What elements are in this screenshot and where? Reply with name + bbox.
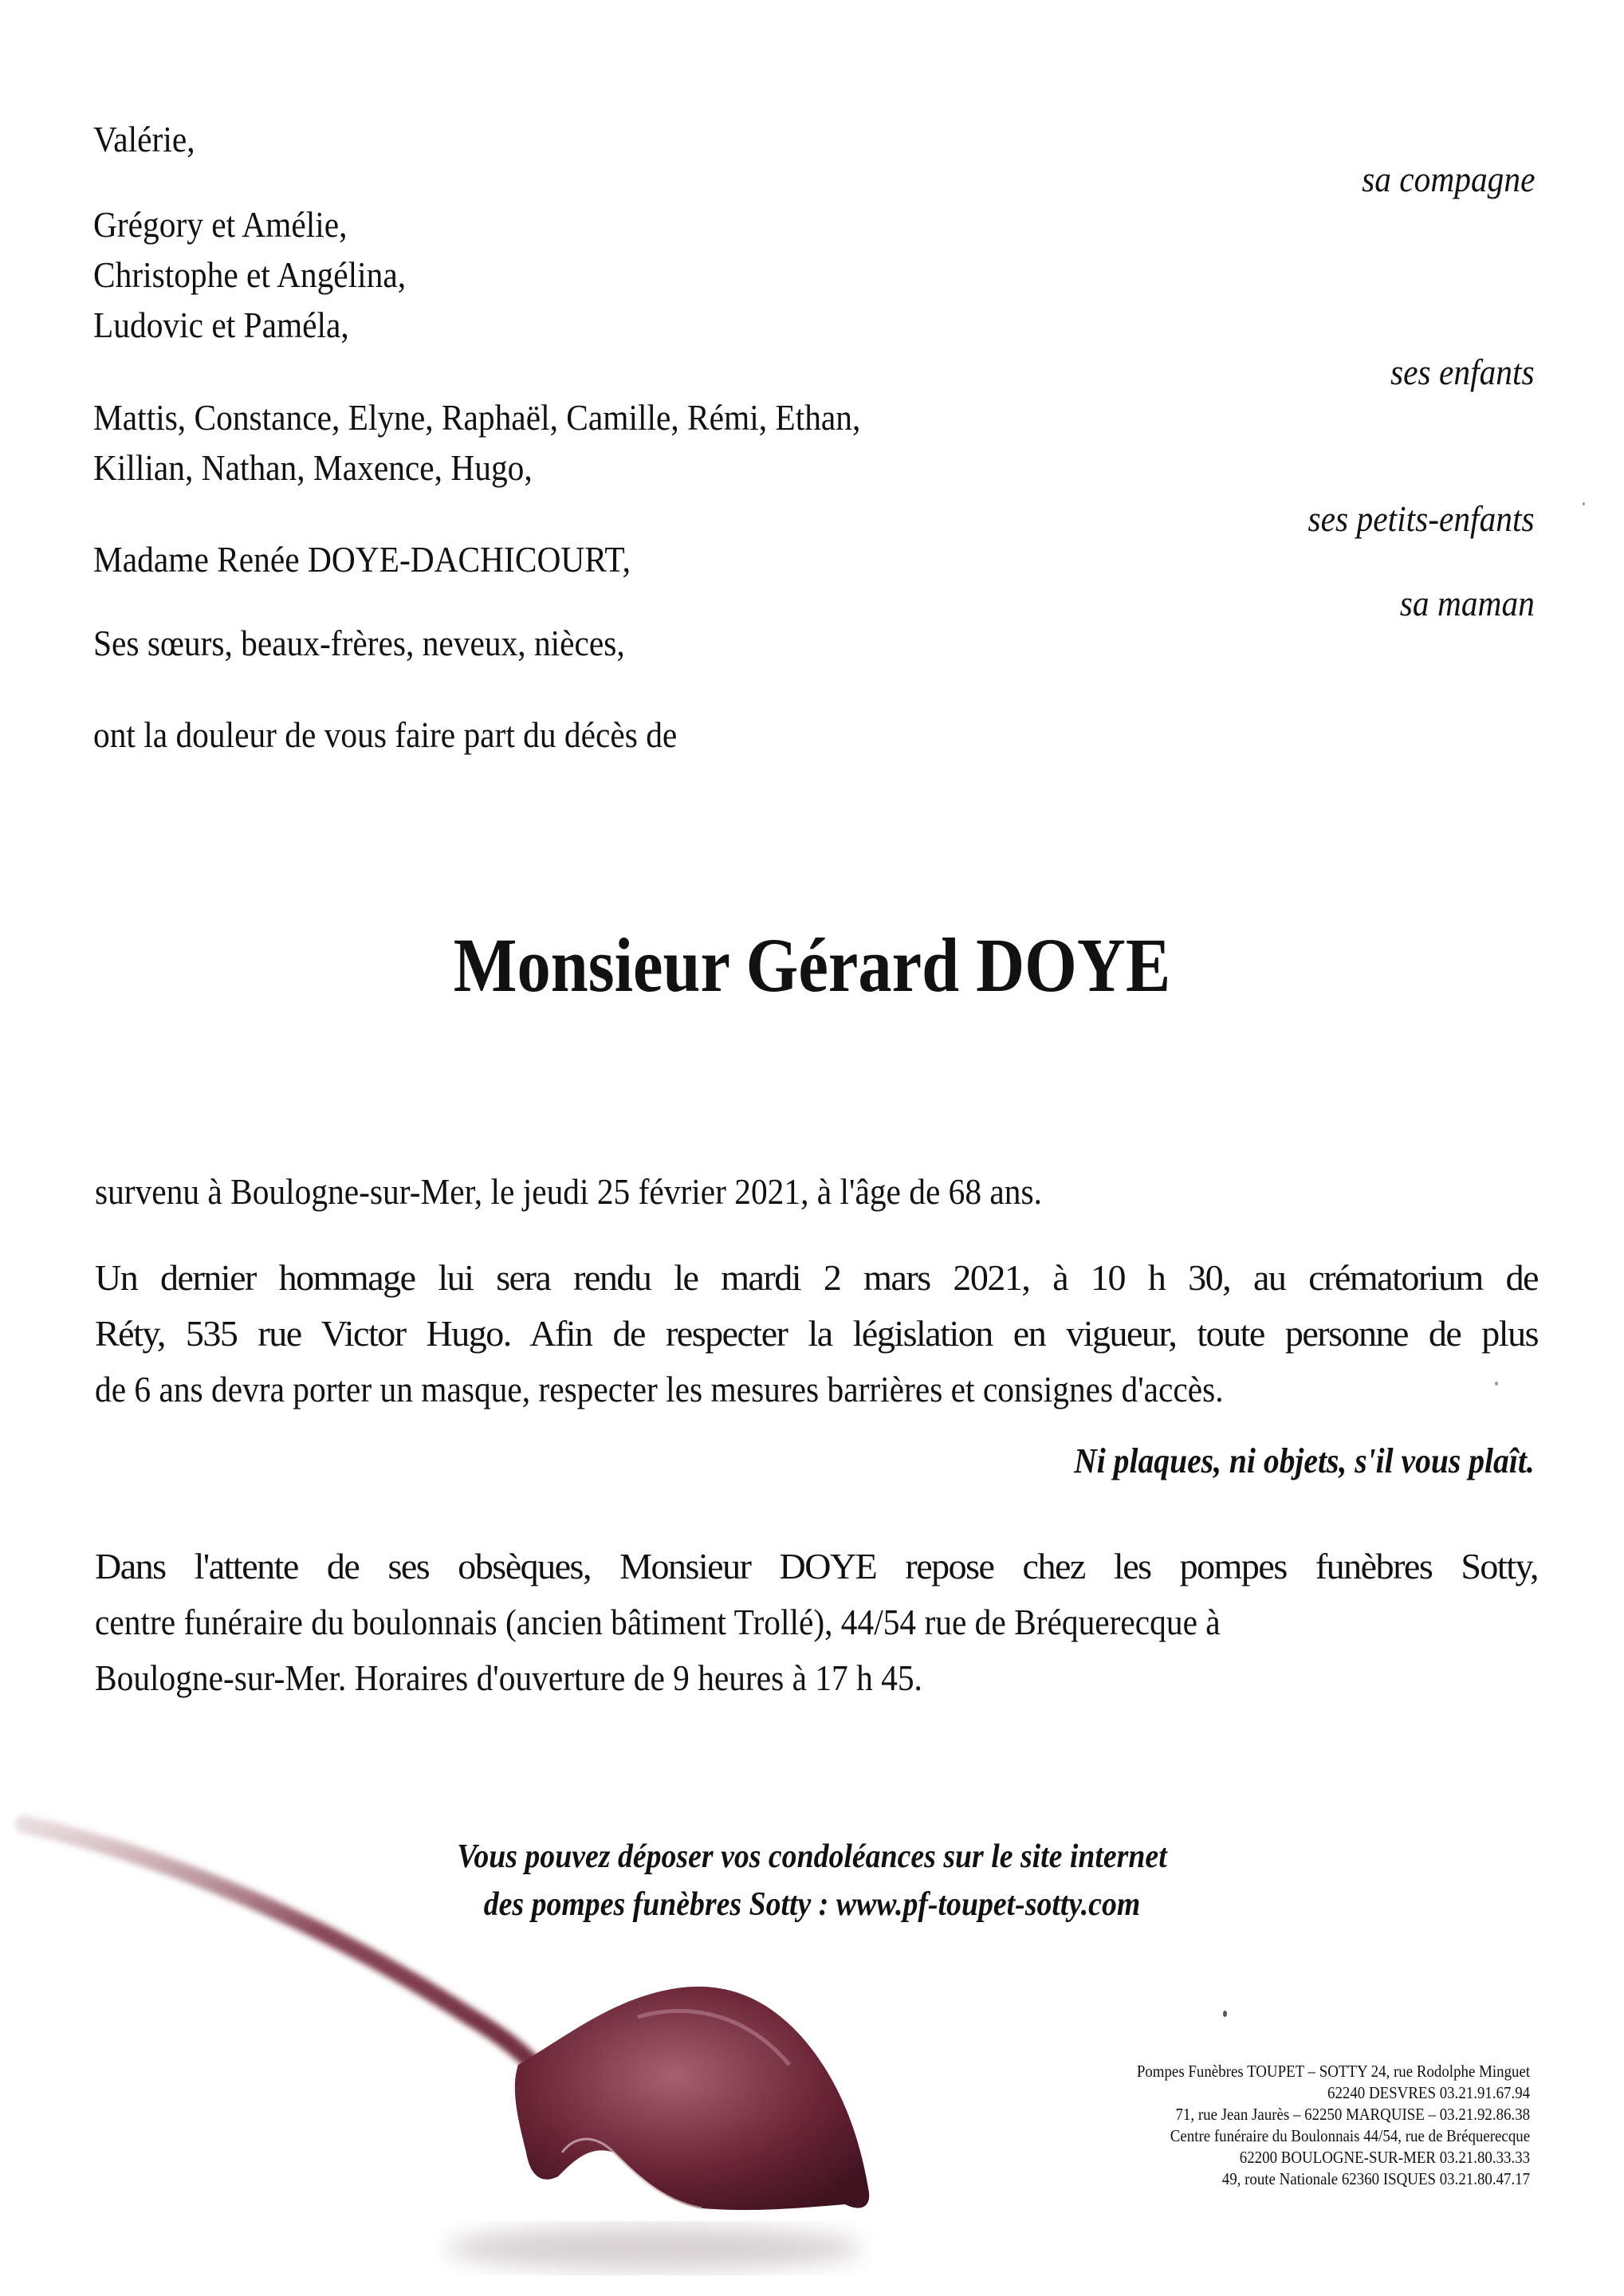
contact-line: 62240 DESVRES 03.21.91.67.94 [1327, 2083, 1530, 2102]
family-line-siblings: Ses sœurs, beaux-frères, neveux, nièces, [93, 623, 625, 663]
condolences-line-2: des pompes funèbres Sotty : www.pf-toupet-sotty.com [483, 1886, 1141, 1923]
family-line-children-1: Grégory et Amélie, [93, 204, 348, 245]
contact-line: Pompes Funèbres TOUPET – SOTTY 24, rue Rodolphe Minguet [1136, 2062, 1530, 2081]
family-line-companion: Valérie, [93, 119, 195, 159]
calla-lily-image [0, 1802, 957, 2296]
contact-line: 62200 BOULOGNE-SUR-MER 03.21.80.33.33 [1239, 2148, 1530, 2167]
funeral-home-contact [1093, 2061, 1530, 2190]
relation-grandchildren: ses petits-enfants [1307, 498, 1535, 539]
relation-mother: sa maman [1399, 583, 1535, 623]
ceremony-line: Réty, 535 rue Victor Hugo. Afin de respecter la législation en vigueur, toute personne de plus [95, 1313, 1538, 1354]
family-line-grandchildren-2: Killian, Nathan, Maxence, Hugo, [93, 447, 533, 488]
ceremony-line: Un dernier hommage lui sera rendu le mardi 2 mars 2021, à 10 h 30, au crématorium de [95, 1257, 1538, 1298]
announcement-text: ont la douleur de vous faire part du décès de [93, 714, 678, 755]
deceased-name: Monsieur Gérard DOYE [453, 922, 1171, 1008]
family-line-grandchildren-1: Mattis, Constance, Elyne, Raphaël, Camille, Rémi, Ethan, [93, 397, 861, 438]
relation-companion: sa compagne [1361, 159, 1535, 199]
contact-line: Centre funéraire du Boulonnais 44/54, rue de Bréquerecque [1170, 2126, 1530, 2145]
scan-speck [1223, 2011, 1227, 2017]
scan-speck [1495, 1382, 1498, 1386]
ceremony-paragraph [95, 1250, 1538, 1417]
scan-speck [1583, 502, 1585, 505]
flower-petal [515, 1987, 869, 2210]
condolences-line-1: Vous pouvez déposer vos condoléances sur le site internet [457, 1838, 1167, 1875]
flower-shadow [446, 2226, 861, 2270]
rest-paragraph [95, 1539, 1538, 1706]
no-flowers-notice: Ni plaques, ni objets, s'il vous plaît. [1074, 1441, 1535, 1480]
ceremony-line: de 6 ans devra porter un masque, respecter les mesures barrières et consignes d'accès. [95, 1369, 1224, 1409]
rest-line: Dans l'attente de ses obsèques, Monsieur DOYE repose chez les pompes funèbres Sotty, [95, 1546, 1538, 1586]
contact-line: 49, route Nationale 62360 ISQUES 03.21.80.47.17 [1221, 2169, 1530, 2188]
death-paragraph [95, 1164, 1538, 1220]
death-text: survenu à Boulogne-sur-Mer, le jeudi 25 février 2021, à l'âge de 68 ans. [95, 1171, 1042, 1212]
relation-children: ses enfants [1390, 352, 1535, 392]
family-line-mother: Madame Renée DOYE-DACHICOURT, [93, 539, 631, 580]
rest-line: Boulogne-sur-Mer. Horaires d'ouverture de 9 heures à 17 h 45. [95, 1657, 922, 1698]
family-line-children-2: Christophe et Angélina, [93, 254, 407, 295]
contact-line: 71, rue Jean Jaurès – 62250 MARQUISE – 03.21.92.86.38 [1175, 2105, 1530, 2124]
family-line-children-3: Ludovic et Paméla, [93, 305, 349, 345]
rest-line: centre funéraire du boulonnais (ancien bâtiment Trollé), 44/54 rue de Bréquerecque à [95, 1602, 1221, 1642]
